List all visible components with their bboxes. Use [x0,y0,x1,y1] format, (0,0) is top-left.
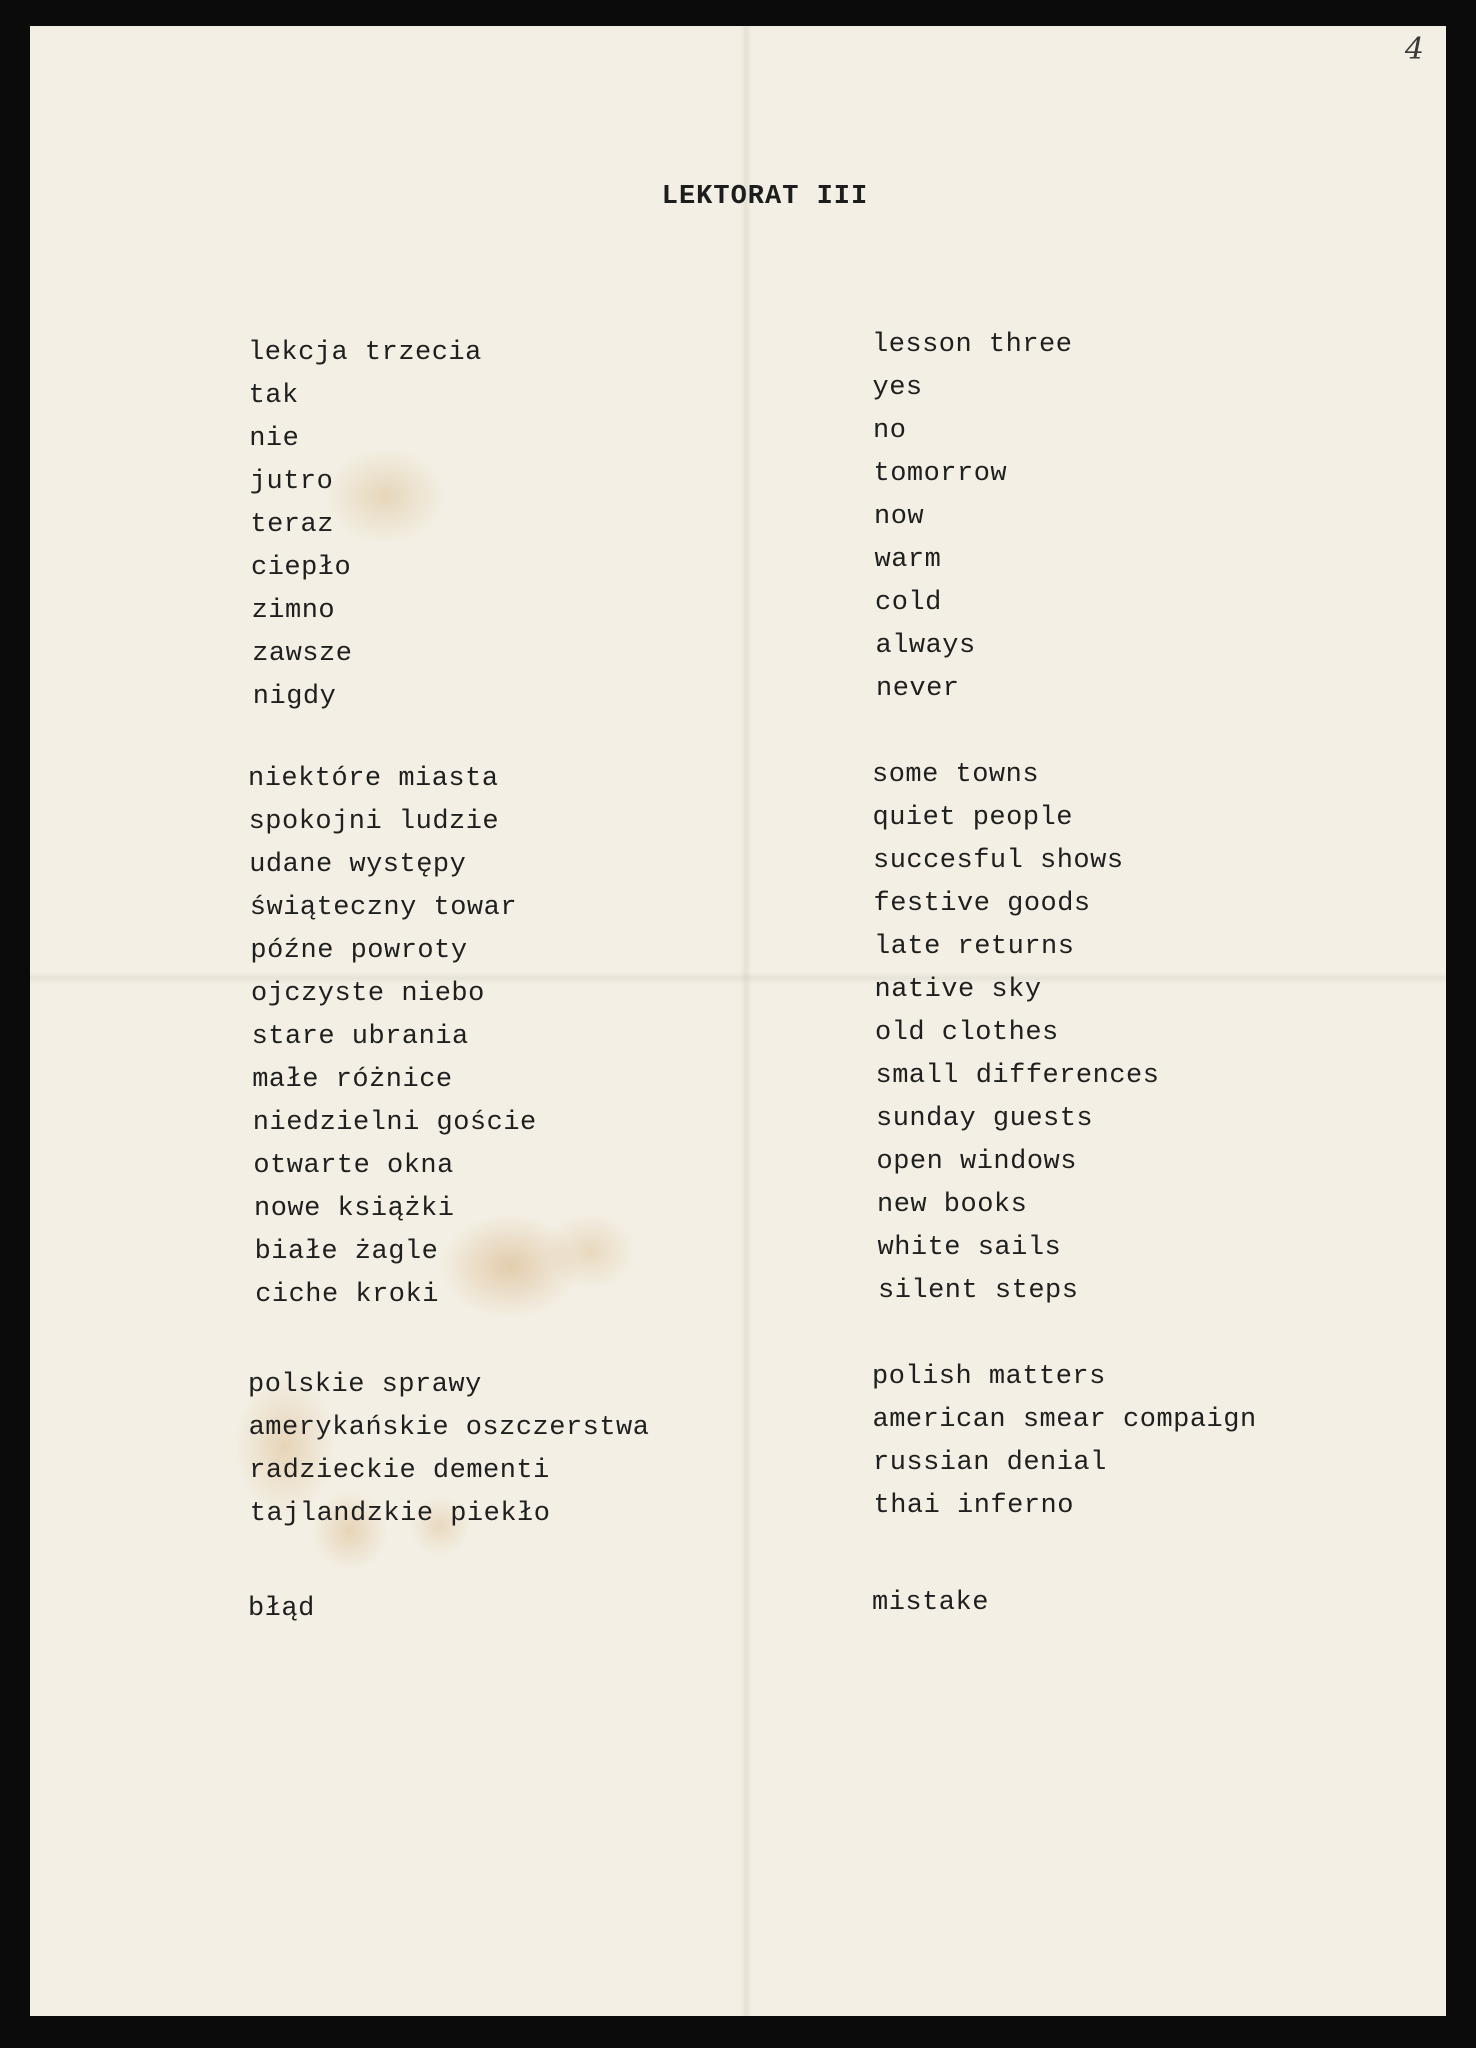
polish-term: lekcja trzecia [248,338,482,368]
english-term: quiet people [872,803,1073,833]
page-number: 4 [1404,32,1424,67]
english-term: mistake [872,1588,989,1618]
polish-term: zimno [251,596,336,626]
english-term: lesson three [872,330,1073,360]
english-term: thai inferno [873,1491,1074,1521]
english-term: polish matters [872,1362,1106,1392]
english-term: no [873,416,907,446]
document-title: LEKTORAT III [661,182,869,212]
english-term: native sky [874,975,1042,1005]
english-term: late returns [874,932,1075,962]
polish-term: białe żagle [254,1237,439,1267]
english-term: sunday guests [876,1104,1094,1134]
english-term: festive goods [873,889,1091,919]
english-term: always [875,631,976,661]
english-term: old clothes [875,1018,1059,1048]
english-term: cold [875,588,942,618]
polish-term: niedzielni goście [252,1108,537,1138]
english-term: never [876,674,960,704]
polish-term: niektóre miasta [248,764,499,794]
english-term: white sails [877,1233,1062,1263]
english-term: yes [872,373,923,403]
polish-term: udane występy [249,850,467,880]
english-term: open windows [876,1147,1077,1177]
polish-term: ciepło [251,553,352,583]
polish-term: polskie sprawy [248,1370,482,1400]
polish-term: radzieckie dementi [249,1456,550,1486]
english-term: small differences [875,1061,1160,1091]
polish-term: ojczyste niebo [251,979,485,1009]
english-term: new books [877,1190,1028,1220]
english-term: tomorrow [873,459,1008,489]
english-term: some towns [872,760,1040,790]
polish-term: ciche kroki [255,1280,439,1310]
polish-term: małe różnice [252,1065,453,1095]
polish-term: świąteczny towar [249,893,518,923]
polish-term: późne powroty [250,936,468,966]
polish-term: amerykańskie oszczerstwa [248,1413,650,1443]
polish-term: nie [249,424,300,454]
polish-term: nigdy [252,682,337,712]
polish-term: jutro [249,467,334,497]
polish-term: stare ubrania [251,1022,469,1052]
english-term: russian denial [873,1448,1107,1478]
polish-term: teraz [250,510,334,540]
english-term: now [874,502,925,532]
document-page [30,26,1446,2016]
polish-term: otwarte okna [253,1151,454,1181]
polish-term: zawsze [252,639,353,669]
polish-term: spokojni ludzie [248,807,500,837]
polish-term: tak [248,381,299,411]
english-term: silent steps [878,1276,1079,1306]
polish-term: nowe książki [254,1194,455,1224]
polish-term: błąd [248,1594,315,1624]
english-term: warm [874,545,942,575]
polish-term: tajlandzkie piekło [249,1499,551,1529]
english-term: succesful shows [873,846,1124,876]
english-term: american smear compaign [872,1405,1257,1435]
